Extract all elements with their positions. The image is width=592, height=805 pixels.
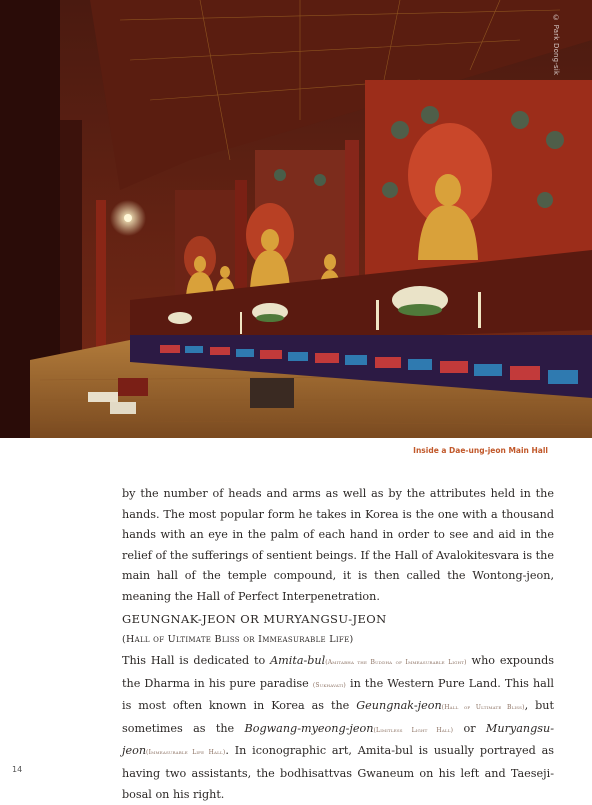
text-run: or bbox=[453, 721, 486, 735]
term-bogwang-myeong-jeon: Bogwang-myeong-jeon bbox=[244, 721, 374, 735]
text-run: . In iconographic art, Amita-bul is usually portrayed as having two assistants, the bodhisattvas Gwaneum on his left and Taeseji-bosal on his right. bbox=[122, 744, 554, 801]
term-geungnak-jeon: Geungnak-jeon bbox=[356, 699, 442, 713]
gloss-sukhavati: (Sukhavati) bbox=[312, 681, 346, 689]
section-paragraph bbox=[122, 651, 554, 805]
gloss-ultimate-bliss: (Hall of Ultimate Bliss) bbox=[441, 704, 525, 712]
intro-paragraph: by the number of heads and arms as well as by the attributes held in the hands. The most popular form he takes in Korea is the one with a thousand hands with an eye in the palm of each hand in order to see and aid in the relief of the sufferings of sentient beings. If the Hall of Avalokitesvara is the main hall of the temple compound, it is then called the Wontong-jeon, meaning the Hall of Perfect Interpenetration. bbox=[122, 487, 554, 603]
gloss-immeasurable-life: (Immeasurable Life Hall) bbox=[146, 749, 226, 757]
term-muryangsu-jeon: Muryangsu-jeon bbox=[122, 721, 555, 758]
photo-caption: Inside a Dae-ung-jeon Main Hall bbox=[413, 446, 548, 455]
section-subheading: (Hall of Ultimate Bliss or Immeasurable Life) bbox=[122, 634, 354, 645]
gloss-limitless-light: (Limitless Light Hall) bbox=[373, 726, 454, 734]
page-number: 14 bbox=[12, 765, 23, 774]
photo-credit: © Park Dong-sik bbox=[552, 14, 560, 76]
term-amita-bul: Amita-bul bbox=[270, 654, 326, 667]
section-heading: GEUNGNAK-JEON OR MURYANGSU-JEON bbox=[122, 612, 387, 626]
text-run: This Hall is dedicated to bbox=[122, 654, 271, 667]
intro-paragraph-block bbox=[122, 484, 554, 608]
text-run: who expounds the Dharma in his pure paradise bbox=[122, 654, 554, 690]
text-run: in the Western Pure Land. This hall is most often known in Korea as the bbox=[122, 676, 555, 713]
section-paragraph-block bbox=[122, 651, 554, 805]
gloss-amitabha: (Amitabha the Buddha of Immeasurable Light) bbox=[325, 659, 467, 666]
text-run: , but sometimes as the bbox=[122, 699, 554, 735]
